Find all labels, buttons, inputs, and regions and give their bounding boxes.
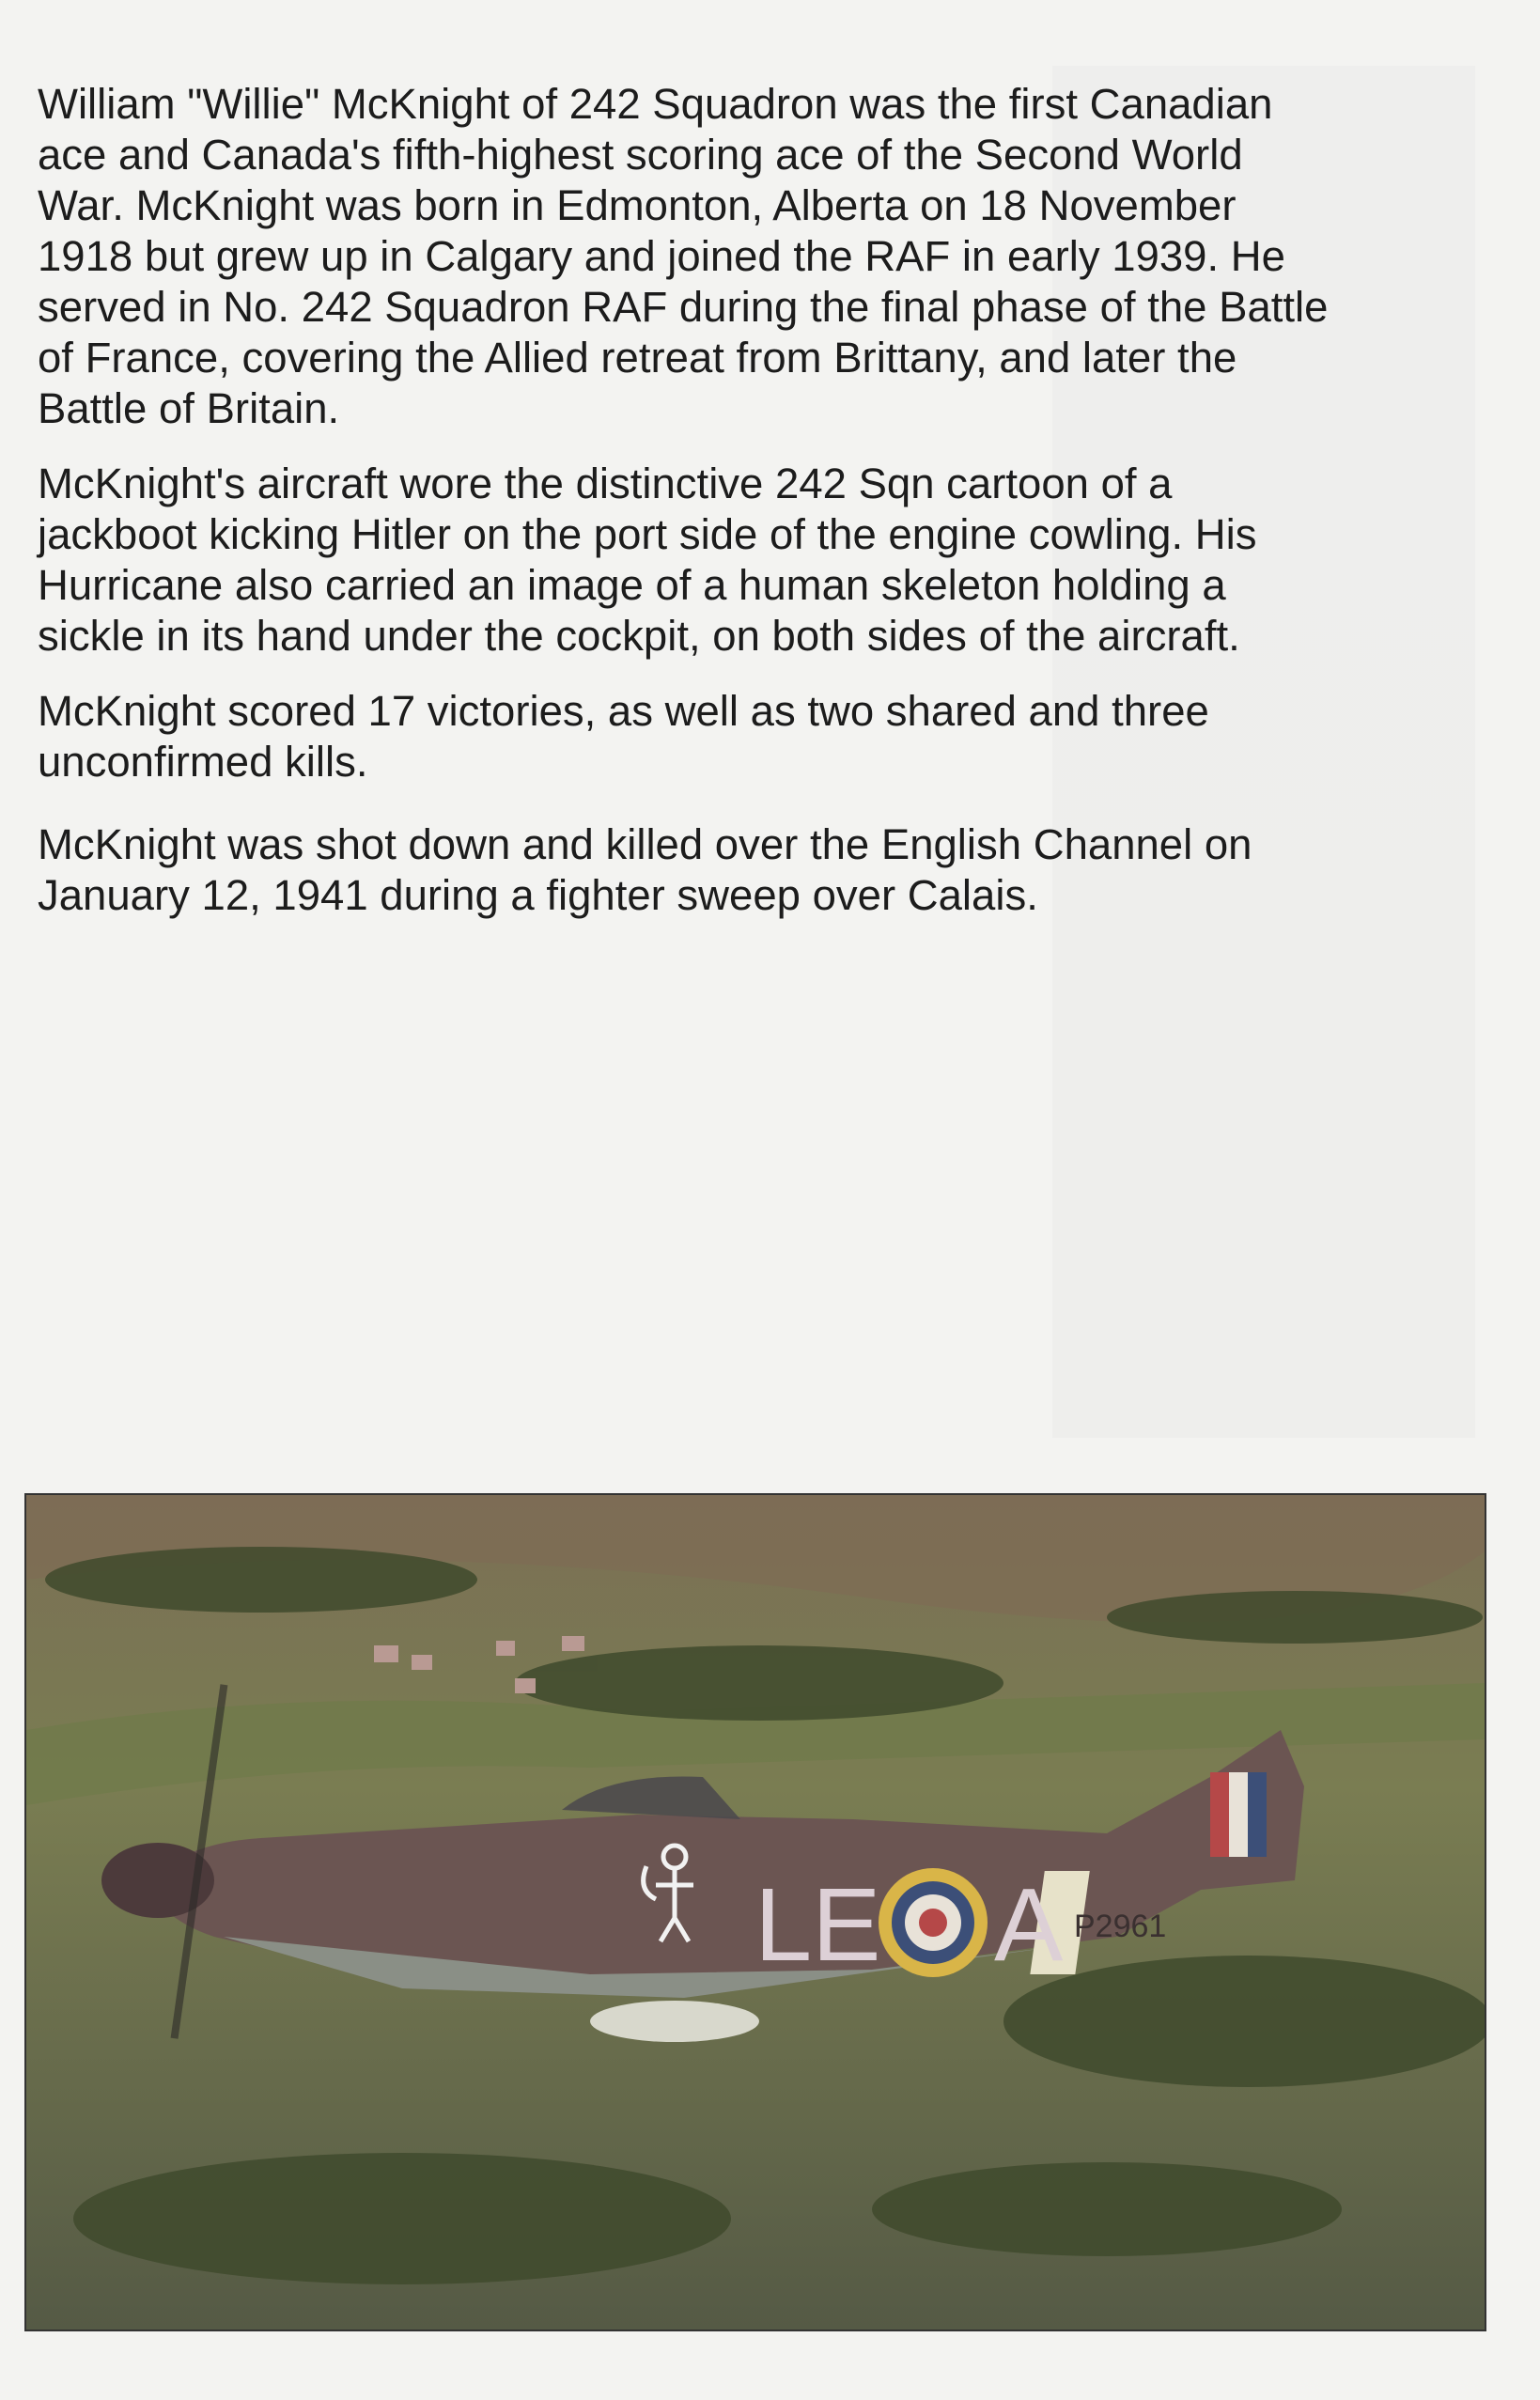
hurricane-photo (24, 1493, 1486, 2331)
hurricane-illustration (26, 1495, 1485, 2330)
text-line: January 12, 1941 during a fighter sweep over Calais. (38, 871, 1038, 919)
paragraph-intro (38, 79, 1503, 434)
text-line: McKnight scored 17 victories, as well as two shared and three (38, 687, 1209, 735)
text-line: sickle in its hand under the cockpit, on both sides of the aircraft. (38, 612, 1240, 660)
paragraph-markings (38, 459, 1503, 662)
article-text (38, 79, 1503, 945)
text-line: jackboot kicking Hitler on the port side of the engine cowling. His (38, 510, 1257, 558)
text-line: of France, covering the Allied retreat from Brittany, and later the (38, 334, 1237, 382)
text-line: unconfirmed kills. (38, 738, 368, 786)
code-letters: LE (754, 1867, 881, 1983)
fin-flash (1248, 1772, 1267, 1857)
text-line: served in No. 242 Squadron RAF during the final phase of the Battle (38, 283, 1329, 331)
text-line: 1918 but grew up in Calgary and joined the RAF in early 1939. He (38, 232, 1285, 280)
text-line: Hurricane also carried an image of a human skeleton holding a (38, 561, 1226, 609)
drop-tank (590, 2001, 759, 2042)
aircraft-letter: A (994, 1867, 1064, 1983)
serial-number: P2961 (1074, 1909, 1167, 1944)
text-line: William "Willie" McKnight of 242 Squadron was the first Canadian (38, 80, 1273, 128)
text-line: McKnight was shot down and killed over the English Channel on (38, 820, 1252, 868)
text-line: McKnight's aircraft wore the distinctive 242 Sqn cartoon of a (38, 460, 1173, 507)
text-line: War. McKnight was born in Edmonton, Alberta on 18 November (38, 181, 1237, 229)
paragraph-victories (38, 686, 1503, 787)
text-line: Battle of Britain. (38, 384, 340, 432)
paragraph-death (38, 819, 1503, 921)
text-line: ace and Canada's fifth-highest scoring ace of the Second World (38, 131, 1243, 179)
